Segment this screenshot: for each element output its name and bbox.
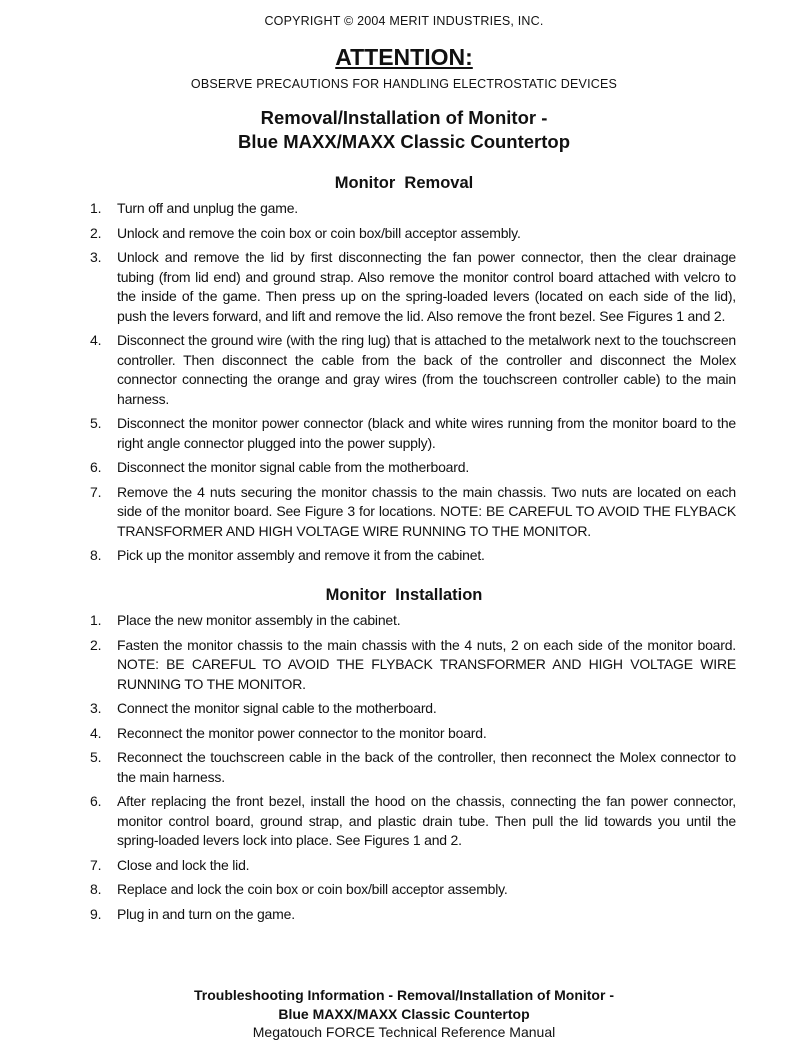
step-text: Reconnect the monitor power connector to the monitor board. [117, 724, 487, 741]
list-item [90, 880, 736, 900]
esd-precaution: OBSERVE PRECAUTIONS FOR HANDLING ELECTROSTATIC DEVICES [190, 77, 618, 91]
step-text: Pick up the monitor assembly and remove it from the cabinet. [117, 547, 485, 563]
list-item [90, 699, 736, 719]
step-number: 5. [90, 749, 102, 765]
step-text: Close and lock the lid. [117, 856, 250, 873]
step-number: 1. [90, 612, 102, 628]
list-item [90, 331, 736, 409]
step-number: 6. [90, 793, 102, 809]
step-number: 4. [90, 724, 102, 741]
copyright-notice: COPYRIGHT © 2004 MERIT INDUSTRIES, INC. [264, 14, 544, 28]
step-text: Fasten the monitor chassis to the main chassis with the 4 nuts, 2 on each side of the monitor board. NOTE: BE CAREFUL TO AVOID THE FLYBACK TRANSFORMER AND HIGH VOLTAGE WIRE RUNNING TO THE MONITOR. [117, 636, 736, 692]
step-number: 3. [90, 700, 102, 716]
attention-heading: ATTENTION: [335, 44, 473, 70]
list-item [90, 748, 736, 787]
list-item [90, 724, 736, 744]
step-number: 7. [90, 856, 102, 873]
step-text: Place the new monitor assembly in the cabinet. [117, 612, 401, 628]
step-text: After replacing the front bezel, install the hood on the chassis, connecting the fan power connector, monitor control board, ground strap, and plastic drain tube. Then pull the lid towards you until the spring-loaded levers lock into place. See Figures 1 and 2. [117, 793, 736, 848]
list-item [90, 199, 736, 219]
step-number: 9. [90, 905, 102, 922]
step-number: 8. [90, 881, 102, 897]
page-title [0, 106, 808, 154]
step-text: Unlock and remove the coin box or coin box/bill acceptor assembly. [117, 224, 521, 241]
footer-section-title: Troubleshooting Information - Removal/Installation of Monitor - [194, 987, 614, 1003]
step-number: 6. [90, 459, 102, 475]
list-item [90, 905, 736, 925]
list-item [90, 458, 736, 478]
step-number: 3. [90, 249, 102, 265]
step-number: 4. [90, 332, 102, 348]
installation-steps-list [90, 611, 736, 929]
list-item [90, 483, 736, 542]
step-number: 5. [90, 415, 102, 431]
list-item [90, 611, 736, 631]
step-text: Remove the 4 nuts securing the monitor chassis to the main chassis. Two nuts are located on each side of the monitor board. See Figure 3 for locations. NOTE: BE CAREFUL TO AVOID THE FLYBACK TRANSFORMER AND HIGH VOLTAGE WIRE RUNNING TO THE MONITOR. [117, 483, 736, 539]
footer-section-subtitle: Blue MAXX/MAXX Classic Countertop [278, 1006, 530, 1022]
step-text: Turn off and unplug the game. [117, 200, 298, 216]
step-text: Replace and lock the coin box or coin box/bill acceptor assembly. [117, 881, 508, 897]
step-number: 7. [90, 483, 102, 500]
step-number: 2. [90, 224, 102, 241]
list-item [90, 248, 736, 326]
list-item [90, 792, 736, 851]
step-number: 2. [90, 636, 102, 653]
step-text: Disconnect the ground wire (with the ring lug) that is attached to the metalwork next to the touchscreen controller. Then disconnect the cable from the back of the controller and disconnect the Molex connector connecting the orange and gray wires (from the touchscreen controller cable) to the main harness. [117, 332, 736, 407]
step-text: Reconnect the touchscreen cable in the back of the controller, then reconnect the Molex connector to the main harness. [117, 749, 736, 785]
step-text: Plug in and turn on the game. [117, 905, 295, 922]
list-item [90, 636, 736, 695]
removal-steps-list [90, 199, 736, 571]
list-item [90, 546, 736, 566]
page-title-line-2: Blue MAXX/MAXX Classic Countertop [237, 131, 570, 152]
list-item [90, 856, 736, 876]
step-text: Connect the monitor signal cable to the motherboard. [117, 700, 437, 716]
step-text: Unlock and remove the lid by first disconnecting the fan power connector, then the clear drainage tubing (from lid end) and ground strap. Also remove the monitor control board attached with velcro to the inside of the game. Then press up on the spring-loaded levers (located on each side of the lid), push the levers forward, and lift and remove the lid. Also remove the front bezel. See Figures 1 and 2. [117, 249, 736, 324]
footer-manual-title: Megatouch FORCE Technical Reference Manual [252, 1024, 556, 1040]
monitor-removal-heading: Monitor Removal [334, 174, 474, 192]
step-text: Disconnect the monitor power connector (black and white wires running from the monitor board to the right angle connector plugged into the power supply). [117, 415, 736, 451]
monitor-installation-heading: Monitor Installation [325, 586, 483, 604]
step-number: 8. [90, 547, 102, 563]
list-item [90, 414, 736, 453]
step-text: Disconnect the monitor signal cable from the motherboard. [117, 459, 470, 475]
step-number: 1. [90, 200, 102, 216]
list-item [90, 224, 736, 244]
page-title-line-1: Removal/Installation of Monitor - [260, 107, 548, 128]
